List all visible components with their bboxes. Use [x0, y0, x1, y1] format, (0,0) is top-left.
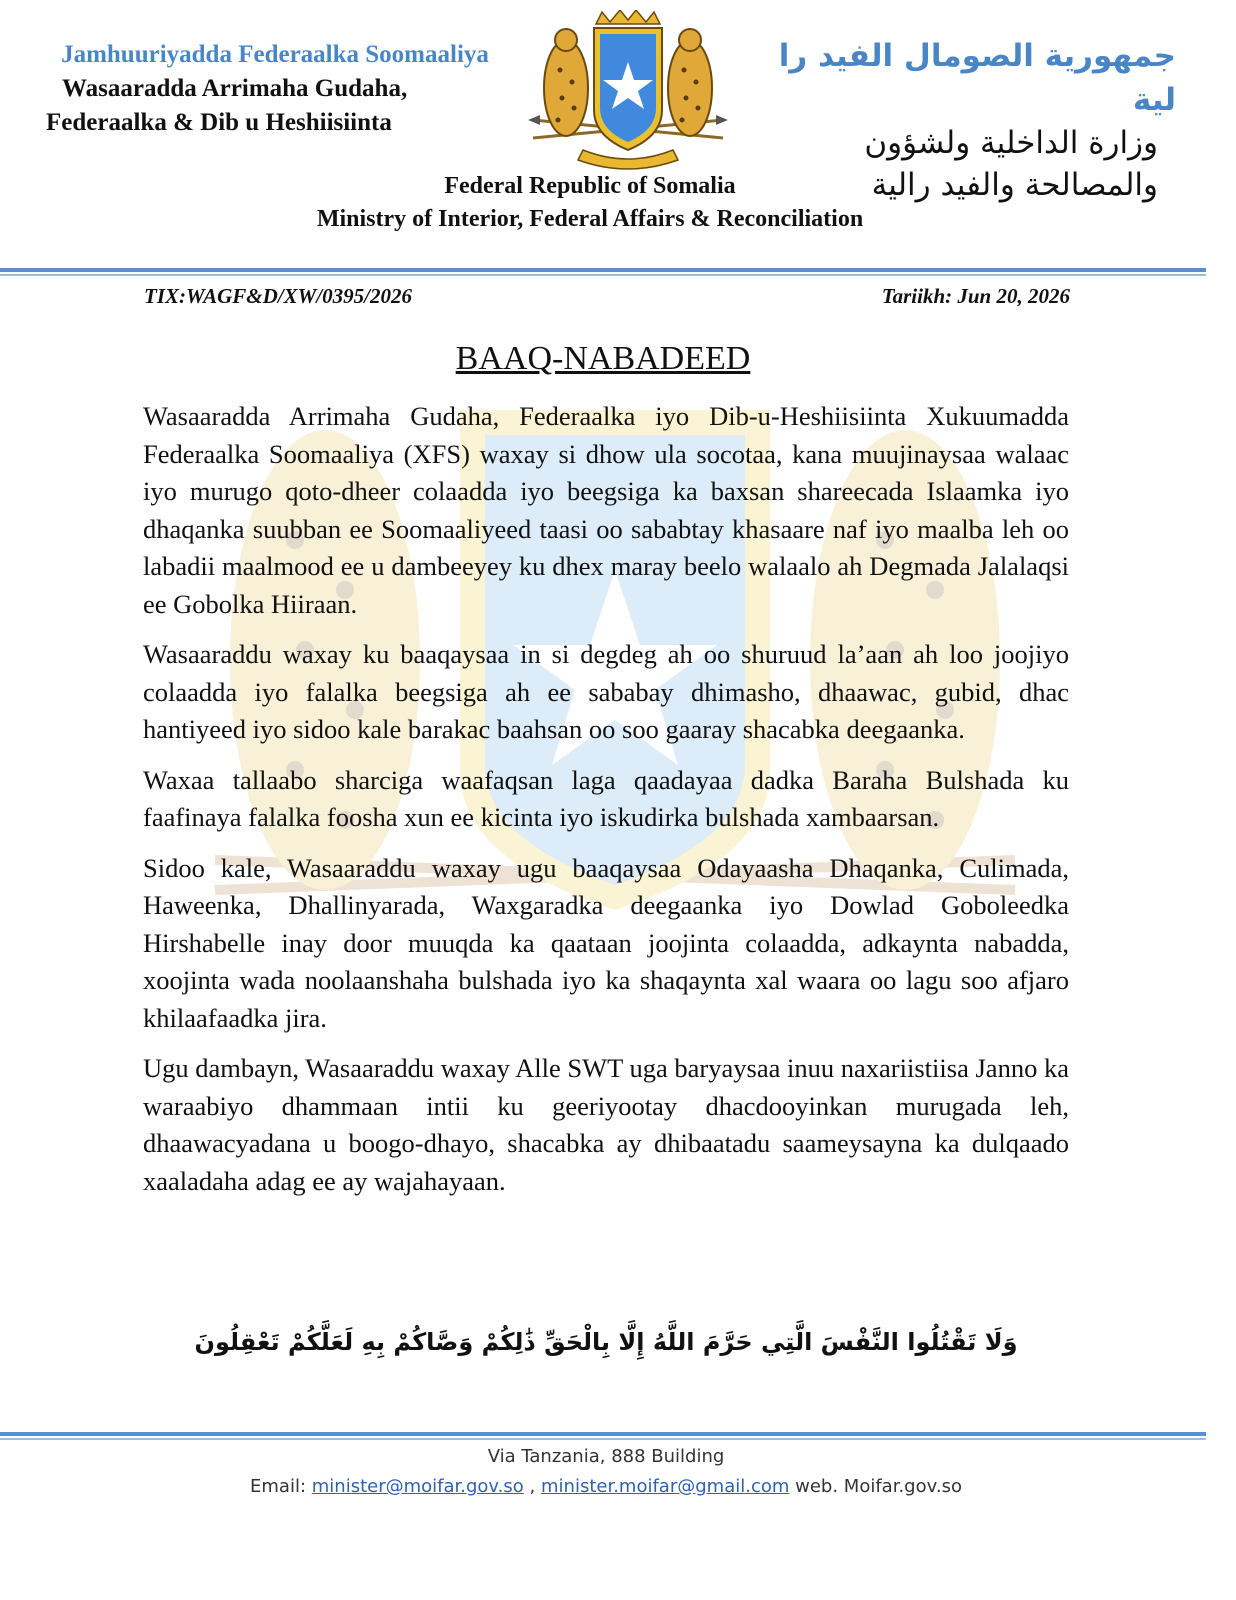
header-arabic-ministry: وزارة الداخلية ولشؤون [864, 125, 1158, 161]
document-title: BAAQ-NABADEED [455, 340, 751, 377]
website-text: web. Moifar.gov.so [795, 1476, 962, 1497]
header-somali-ministry: Wasaaradda Arrimaha Gudaha, [62, 75, 408, 102]
paragraph: Ugu dambayn, Wasaaraddu waxay Alle SWT uga baryaysaa inuu naxariistiisa Janno ka waraabiyo dhammaan intii ku geeriyootay dhacdooyinkan murugada leh, dhaawacyadana u boogo-dhayo, shacabka ay dhibaatadu saameysayna ka dulqaado xaaladaha adag ee ay wajahayaan. [143, 1053, 1069, 1196]
somalia-coat-of-arms-icon [528, 10, 728, 170]
email-link-secondary[interactable]: minister.moifar@gmail.com [541, 1476, 790, 1497]
footer-contact [0, 1472, 1212, 1502]
header-english-ministry: Ministry of Interior, Federal Affairs & Reconciliation [316, 206, 864, 232]
footer-divider [0, 1432, 1206, 1440]
paragraph: Wasaaraddu waxay ku baaqaysaa in si degdeg ah oo shuruud la’aan ah loo joojiyo colaadda iyo falalka beegsiga ah ee sababay dhimasho, dhaawac, gubid, dhac hantiyeed iyo sidoo kale barakac baahsan oo soo gaaray shacabka deegaanka. [143, 639, 1069, 744]
header-divider [0, 268, 1206, 276]
header-arabic-ministry-cont: والمصالحة والفيد رالية [871, 167, 1158, 203]
email-link-primary[interactable]: minister@moifar.gov.so [311, 1476, 524, 1497]
header-english [0, 170, 1180, 236]
paragraph: Waxaa tallaabo sharciga waafaqsan laga qaadayaa dadka Baraha Bulshada ku faafinaya falalka foosha xun ee kicinta iyo iskudirka bulshada xambaarsan. [143, 764, 1069, 832]
email-label: Email: [250, 1476, 307, 1497]
document-body [143, 398, 1069, 1213]
paragraph: Wasaaradda Arrimaha Gudaha, Federaalka iyo Dib-u-Heshiisiinta Xukuumadda Federaalka Soomaaliya (XFS) waxay si dhow ula socotaa, kana muujinaysaa walaac iyo murugo qoto-dheer colaadda iyo beegsiga ka baxsan shareecada Islaamka iyo dhaqanka suubban ee Soomaaliyeed taasi oo sababtay khasaare naf iyo maalba leh oo labadii maalmood ee u dambeeyey ku dhex maray beelo walaalo ah Degmada Jalalaqsi ee Gobolka Hiiraan. [143, 401, 1069, 619]
footer [0, 1442, 1212, 1502]
email-separator: , [529, 1476, 536, 1497]
header-somali [30, 38, 520, 140]
quran-verse: وَلَا تَقْتُلُوا النَّفْسَ الَّتِي حَرَّمَ اللَّهُ إِلَّا بِالْحَقِّ ذَٰلِكُمْ وَصَّاكُمْ بِهِ لَعَلَّكُمْ تَعْقِلُونَ [194, 1328, 1018, 1356]
header-english-republic: Federal Republic of Somalia [444, 173, 736, 199]
document-date: Tariikh: Jun 20, 2026 [881, 284, 1070, 308]
header-somali-republic: Jamhuuriyadda Federaalka Soomaaliya [61, 41, 489, 68]
header-somali-ministry-cont: Federaalka & Dib u Heshiisiinta [46, 109, 392, 136]
reference-number: TIX:WAGF&D/XW/0395/2026 [144, 284, 412, 308]
header-arabic-republic: جمهورية الصومال الفيد را لية [778, 38, 1176, 118]
footer-address: Via Tanzania, 888 Building [487, 1446, 725, 1467]
paragraph: Sidoo kale, Wasaaraddu waxay ugu baaqaysaa Odayaasha Dhaqanka, Culimada, Haweenka, Dhallinyarada, Waxgaradka deegaanka iyo Dowlad Goboleedka Hirshabelle inay door muuqda ka qaataan joojinta colaadda, adkaynta nabadda, xoojinta wada noolaanshaha bulshada iyo ka shaqaynta xal waara oo lagu soo afjaro khilaafaadka jira. [143, 852, 1069, 1033]
